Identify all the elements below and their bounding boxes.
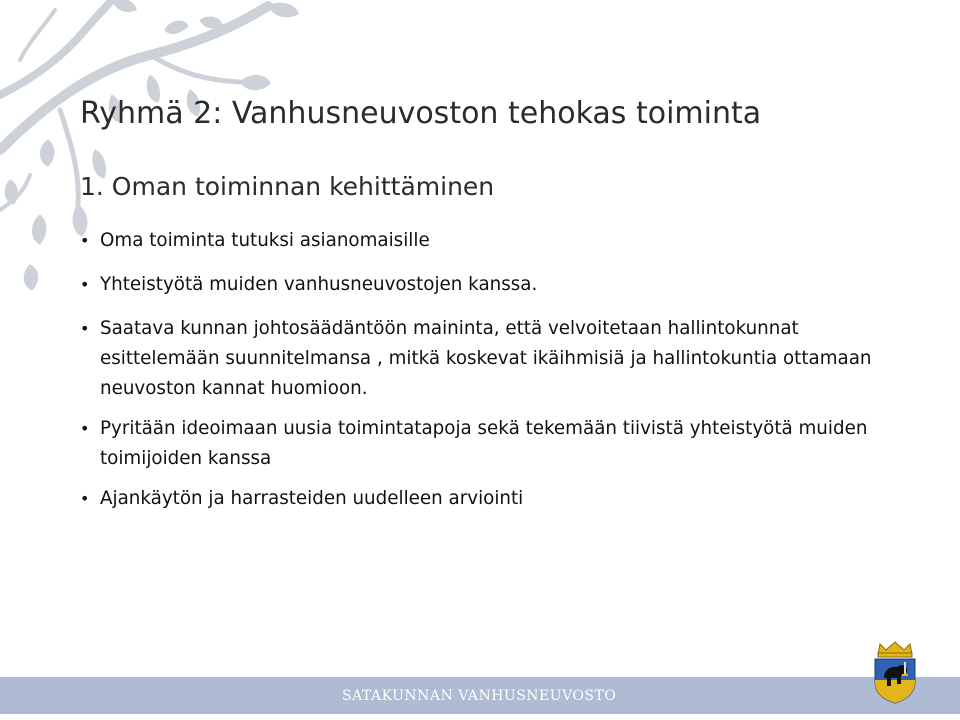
bullet-list: [80, 226, 910, 524]
footer-organization: SATAKUNNAN VANHUSNEUVOSTO: [342, 688, 617, 704]
coat-of-arms-icon: [870, 640, 920, 704]
bullet-item: • Saatava kunnan johtosäädäntöön maininta, että velvoitetaan hallintokunnat esittelemään suunnitelmansa , mitkä koskevat ikäihmisiä ja hallintokuntia ottamaan neuvoston kannat huomioon.: [80, 314, 910, 404]
section-heading: 1. Oman toiminnan kehittäminen: [80, 172, 495, 201]
bullet-item: • Pyritään ideoimaan uusia toimintatapoja sekä tekemään tiivistä yhteistyötä muiden toimijoiden kanssa: [80, 414, 910, 474]
bullet-item: • Yhteistyötä muiden vanhusneuvostojen kanssa.: [80, 270, 910, 300]
slide-title: Ryhmä 2: Vanhusneuvoston tehokas toiminta: [80, 96, 762, 131]
bullet-item: • Ajankäytön ja harrasteiden uudelleen arviointi: [80, 484, 910, 514]
bullet-item: • Oma toiminta tutuksi asianomaisille: [80, 226, 910, 256]
